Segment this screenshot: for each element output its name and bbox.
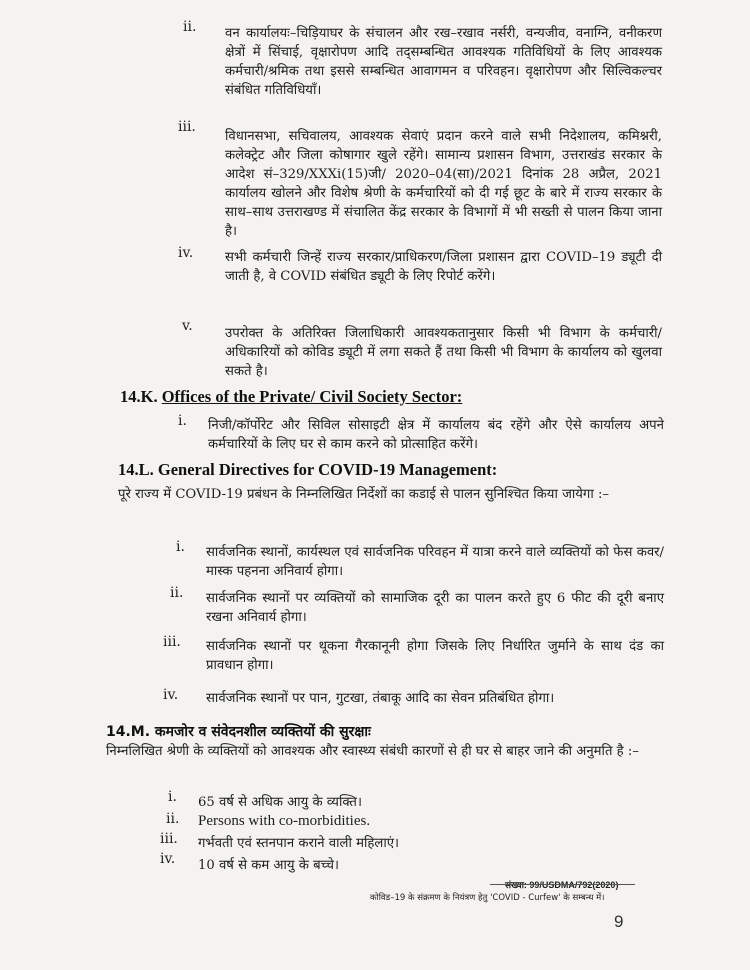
section-heading-k (120, 387, 462, 407)
item-text: वन कार्यालयः–चिड़ियाघर के संचालन और रख–रखाव नर्सरी, वन्यजीव, वनाग्नि, वनीकरण क्षेत्रों में सिंचाई, वृक्षारोपण आदि तद्सम्बन्धित आवश्यक गतिविधियों के लिए आवश्यक कर्मचारी/श्रमिक तथा इससे सम्बन्धित आवागमन व परिवहन। वृक्षारोपण और सिल्विकल्चर संबंधित गतिविधियाँ। (225, 26, 662, 98)
item-number: iv. (163, 687, 179, 703)
section-number: 14.K. (120, 387, 158, 406)
footer-subject: कोविड–19 के संक्रमण के नियंत्रण हेतु 'COVID - Curfew' के सम्बन्ध में। (370, 893, 605, 903)
item-text: सार्वजनिक स्थानों पर थूकना गैरकानूनी होगा जिसके लिए निर्धारित जुर्माने के साथ दंड का प्रावधान होगा। (206, 639, 664, 673)
section-intro: निम्नलिखित श्रेणी के व्यक्तियों को आवश्यक और स्वास्थ्य संबंधी कारणों से ही घर से बाहर जाने की अनुमति है :– (106, 744, 639, 759)
item-number: ii. (183, 19, 197, 35)
item-text: निजी/कॉर्पोरेट और सिविल सोसाइटी क्षेत्र में कार्यालय बंद रहेंगे और ऐसे कार्यालय अपने कर्मचारियों के लिए घर से काम करने को प्रोत्साहित करेंगे। (208, 418, 664, 452)
item-text: सार्वजनिक स्थानों, कार्यस्थल एवं सार्वजनिक परिवहन में यात्रा करने वाले व्यक्तियों को फेस कवर/मास्क पहनना अनिवार्य होगा। (206, 545, 664, 579)
section-heading-l: 14.L. General Directives for COVID-19 Management: (118, 460, 498, 479)
section-intro: पूरे राज्य में COVID-19 प्रबंधन के निम्नलिखित निर्देशों का कडाई से पालन सुनिश्चित किया जायेगा :– (118, 487, 609, 502)
item-text: सभी कर्मचारी जिन्हें राज्य सरकार/प्राधिकरण/जिला प्रशासन द्वारा COVID–19 ड्यूटी दी जाती है, वे COVID संबंधित ड्यूटी के लिए रिपोर्ट करेंगे। (225, 250, 662, 284)
item-text: उपरोक्त के अतिरिक्त जिलाधिकारी आवश्यकतानुसार किसी भी विभाग के कर्मचारी/अधिकारियों को कोविड ड्यूटी में लगा सकते हैं तथा किसी भी विभाग के कार्यालय को खुलवा सकते है। (225, 326, 662, 379)
item-number: v. (182, 318, 193, 334)
item-number: iv. (160, 851, 176, 867)
item-text: 10 वर्ष से कम आयु के बच्चे। (198, 858, 339, 873)
item-text: 65 वर्ष से अधिक आयु के व्यक्ति। (198, 795, 362, 810)
item-number: i. (168, 789, 177, 805)
footer-divider (490, 884, 635, 885)
item-number: iii. (163, 634, 181, 650)
item-number: ii. (166, 811, 180, 827)
item-text: गर्भवती एवं स्तनपान कराने वाली महिलाएं। (198, 836, 400, 851)
item-number: iv. (178, 245, 194, 261)
item-text: सार्वजनिक स्थानों पर व्यक्तियों को सामाजिक दूरी का पालन करते हुए 6 फीट की दूरी बनाए रखना अनिवार्य होगा। (206, 591, 664, 625)
item-number: i. (176, 539, 185, 555)
item-text: Persons with co-morbidities. (198, 813, 371, 829)
footer-reference: संख्या: 99/USDMA/792(2020) (505, 880, 619, 890)
section-title: Offices of the Private/ Civil Society Sector: (161, 387, 463, 406)
item-number: iii. (178, 119, 196, 135)
item-text: विधानसभा, सचिवालय, आवश्यक सेवाएं प्रदान करने वाले सभी निदेशालय, कमिश्नरी, कलेक्ट्रेट और जिला कोषागार खुले रहेंगे। सामान्य प्रशासन विभाग, उत्तराखंड सरकार के आदेश सं–329/XXXi(15)जी/ 2020–04(सा)/2021 दिनांक 28 अप्रैल, 2021 कार्यालय खोलने और विशेष श्रेणी के कर्मचारियों को दी गई छूट के बारे में राज्य सरकार के साथ–साथ उत्तराखण्ड में संचालित केंद्र सरकार के विभागों में भी सख्ती से पालन किया जाना है। (225, 129, 662, 239)
item-number: iii. (160, 831, 178, 847)
item-number: i. (178, 413, 187, 429)
item-number: ii. (170, 585, 184, 601)
item-text: सार्वजनिक स्थानों पर पान, गुटखा, तंबाकू आदि का सेवन प्रतिबंधित होगा। (206, 691, 555, 706)
page-number: 9 (614, 912, 624, 931)
section-heading-m: 14.M. कमजोर व संवेदनशील व्यक्तियों की सुरक्षाः (106, 724, 371, 740)
